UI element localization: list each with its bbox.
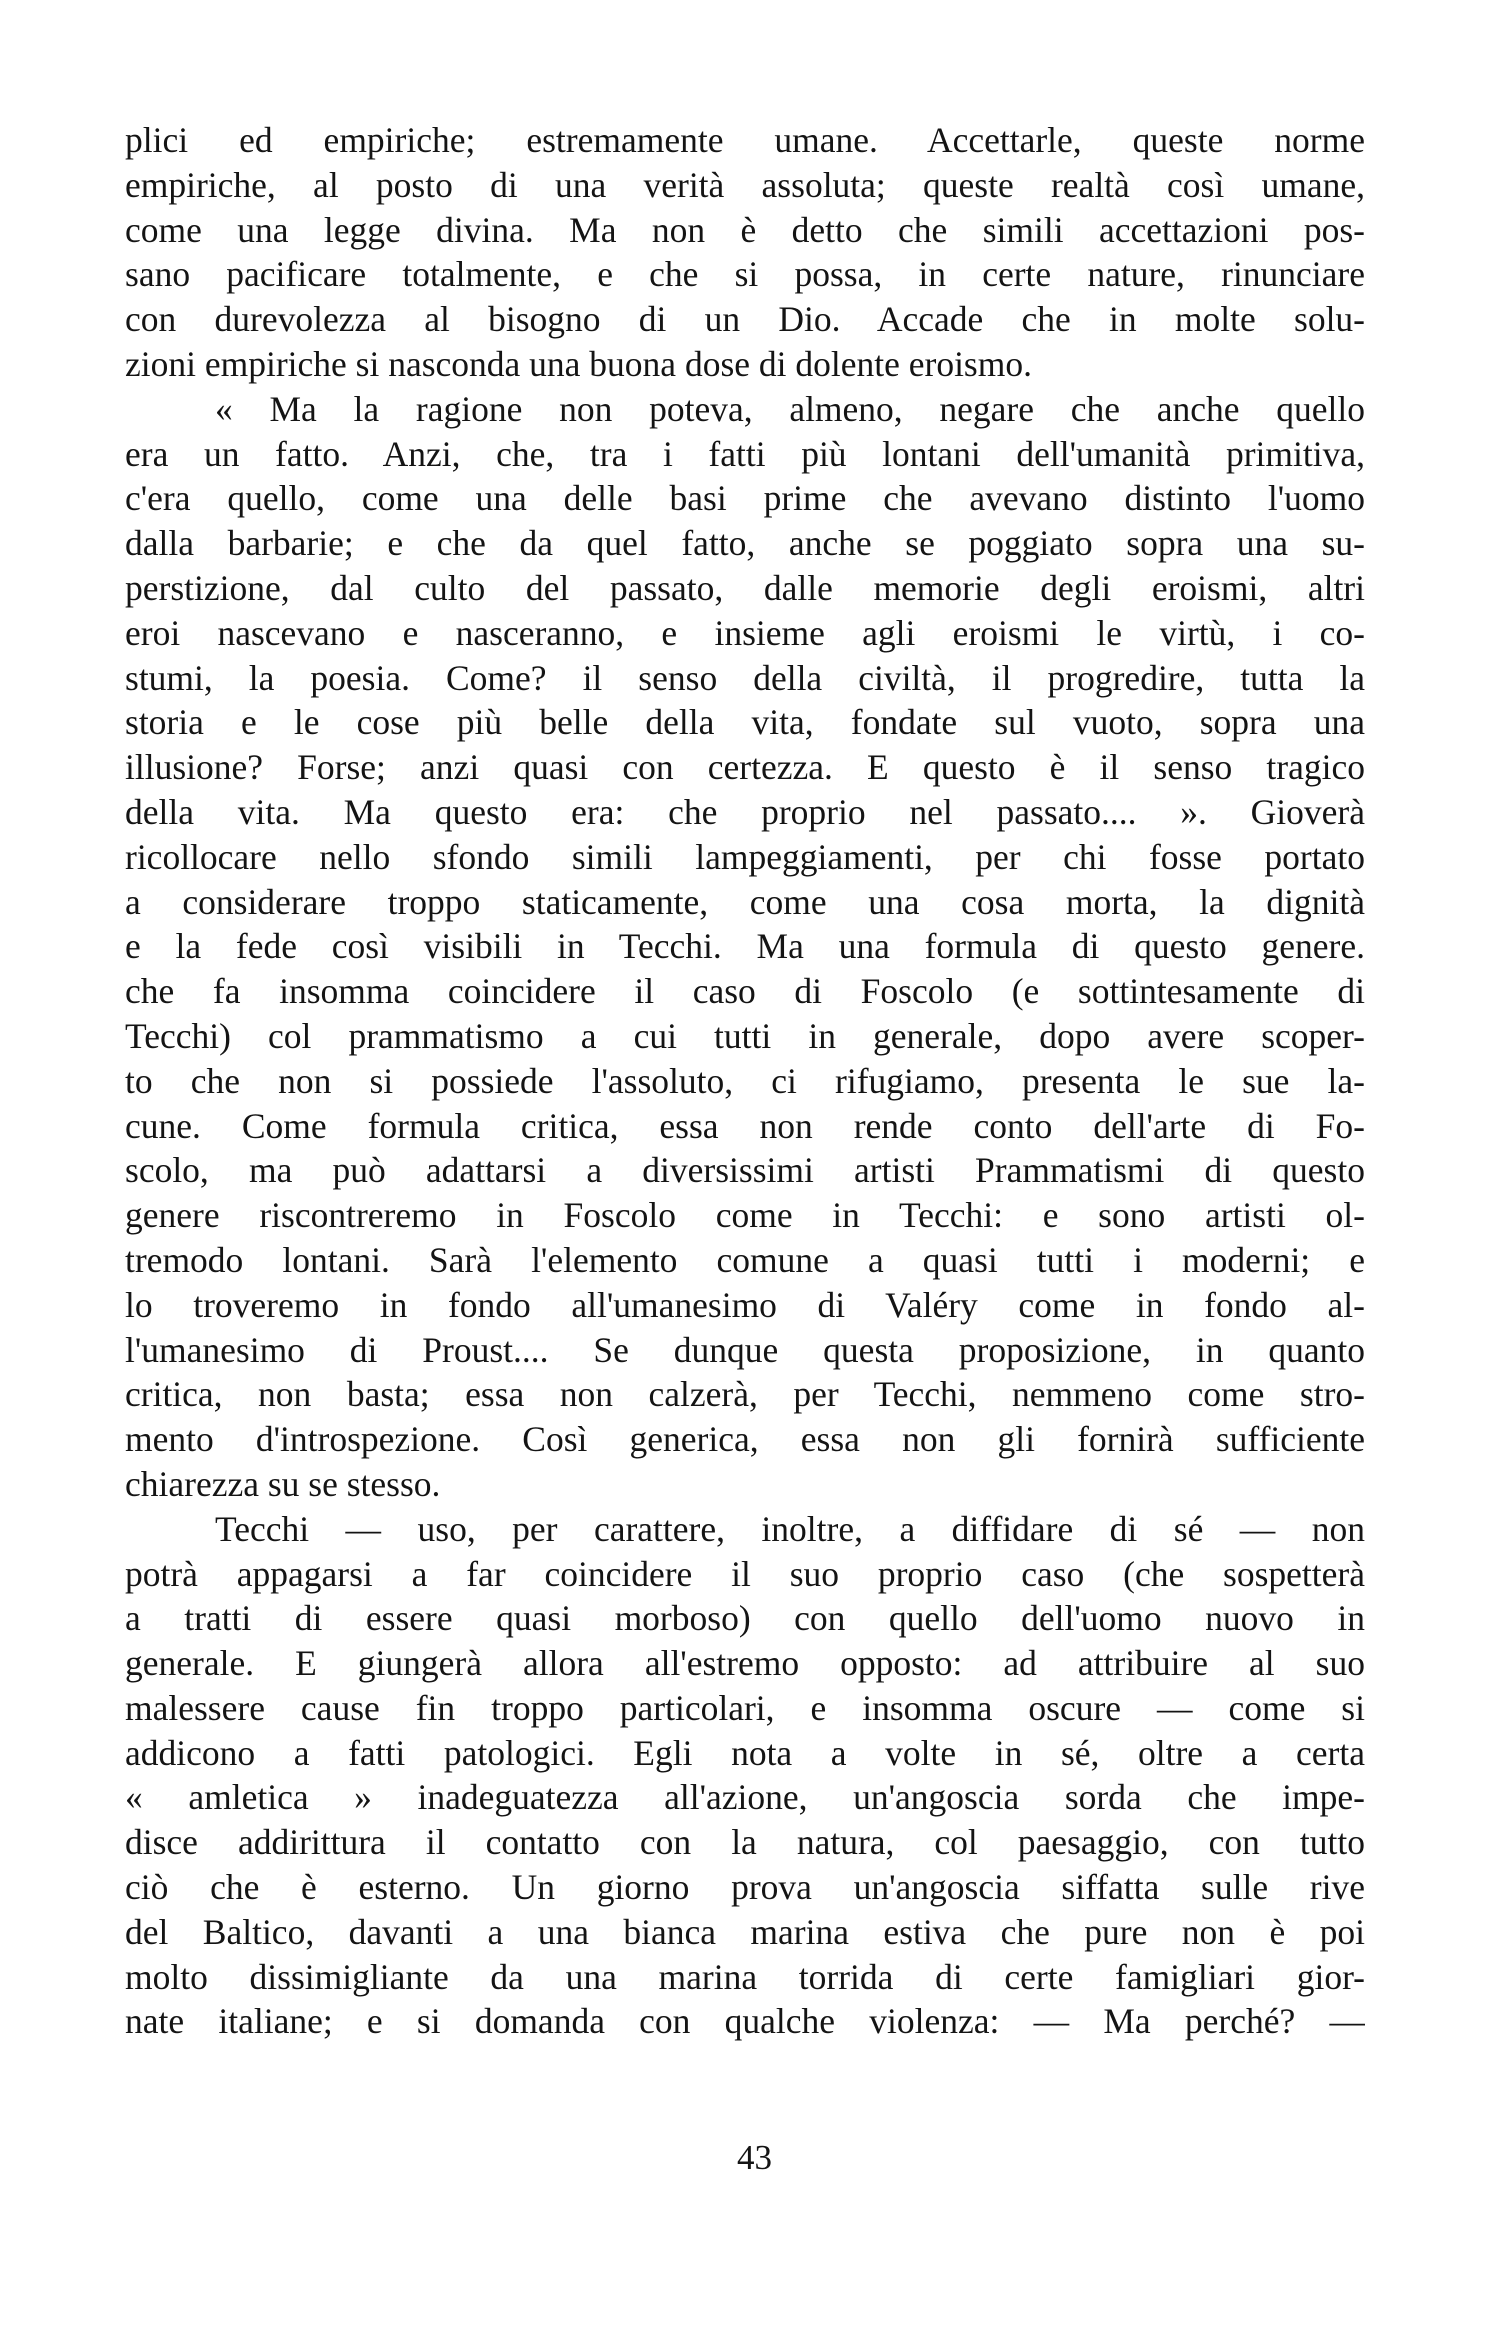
text-line: potrà appagarsi a far coincidere il suo proprio caso (che sospetterà [125, 1553, 1365, 1594]
text-line: e la fede così visibili in Tecchi. Ma una formula di questo genere. [125, 926, 1365, 967]
text-line: to che non si possiede l'assoluto, ci rifugiamo, presenta le sue la- [125, 1060, 1365, 1101]
text-line: lo troveremo in fondo all'umanesimo di Valéry come in fondo al- [125, 1284, 1365, 1325]
text-line: tremodo lontani. Sarà l'elemento comune a quasi tutti i moderni; e [125, 1239, 1365, 1280]
body-text [125, 118, 1365, 2044]
text-line: del Baltico, davanti a una bianca marina estiva che pure non è poi [125, 1911, 1365, 1952]
text-line: l'umanesimo di Proust.... Se dunque questa proposizione, in quanto [125, 1329, 1365, 1370]
text-line: disce addirittura il contatto con la natura, col paesaggio, con tutto [125, 1822, 1365, 1863]
text-line: a considerare troppo staticamente, come una cosa morta, la dignità [125, 881, 1365, 922]
text-line: molto dissimigliante da una marina torrida di certe famigliari gior- [125, 1956, 1365, 1997]
text-line: Tecchi — uso, per carattere, inoltre, a diffidare di sé — non [215, 1508, 1365, 1549]
text-line: chiarezza su se stesso. [125, 1463, 441, 1504]
text-line: plici ed empiriche; estremamente umane. Accettarle, queste norme [125, 120, 1365, 160]
text-line: addicono a fatti patologici. Egli nota a volte in sé, oltre a certa [125, 1732, 1365, 1773]
text-line: scolo, ma può adattarsi a diversissimi artisti Prammatismi di questo [125, 1150, 1365, 1191]
text-line: ciò che è esterno. Un giorno prova un'angoscia siffatta sulle rive [125, 1867, 1365, 1908]
text-line: della vita. Ma questo era: che proprio nel passato.... ». Gioverà [125, 791, 1365, 832]
text-line: ricollocare nello sfondo simili lampeggiamenti, per chi fosse portato [125, 836, 1365, 877]
text-line: perstizione, dal culto del passato, dalle memorie degli eroismi, altri [125, 567, 1365, 608]
text-line: eroi nascevano e nasceranno, e insieme agli eroismi le virtù, i co- [125, 612, 1365, 653]
text-line: dalla barbarie; e che da quel fatto, anche se poggiato sopra una su- [125, 523, 1365, 564]
text-line: Tecchi) col prammatismo a cui tutti in generale, dopo avere scoper- [125, 1015, 1365, 1056]
text-line: genere riscontreremo in Foscolo come in Tecchi: e sono artisti ol- [125, 1195, 1365, 1236]
text-line: malessere cause fin troppo particolari, e insomma oscure — come si [125, 1687, 1365, 1728]
text-line: con durevolezza al bisogno di un Dio. Accade che in molte solu- [125, 299, 1365, 340]
page-number: 43 [737, 2138, 772, 2177]
text-line: a tratti di essere quasi morboso) con quello dell'uomo nuovo in [125, 1598, 1365, 1639]
text-line: che fa insomma coincidere il caso di Foscolo (e sottintesamente di [125, 971, 1365, 1012]
text-line: « Ma la ragione non poteva, almeno, negare che anche quello [215, 388, 1365, 429]
text-line: storia e le cose più belle della vita, fondate sul vuoto, sopra una [125, 702, 1365, 743]
text-line: empiriche, al posto di una verità assoluta; queste realtà così umane, [125, 164, 1365, 205]
text-line: critica, non basta; essa non calzerà, per Tecchi, nemmeno come stro- [125, 1374, 1365, 1415]
text-line: generale. E giungerà allora all'estremo opposto: ad attribuire al suo [125, 1643, 1365, 1684]
text-line: sano pacificare totalmente, e che si possa, in certe nature, rinunciare [125, 254, 1365, 295]
text-line: nate italiane; e si domanda con qualche violenza: — Ma perché? — [125, 2001, 1365, 2042]
text-line: stumi, la poesia. Come? il senso della civiltà, il progredire, tutta la [125, 657, 1365, 698]
text-line: mento d'introspezione. Così generica, essa non gli fornirà sufficiente [125, 1419, 1365, 1460]
text-line: era un fatto. Anzi, che, tra i fatti più lontani dell'umanità primitiva, [125, 433, 1365, 474]
text-line: cune. Come formula critica, essa non rende conto dell'arte di Fo- [125, 1105, 1365, 1146]
text-line: illusione? Forse; anzi quasi con certezza. E questo è il senso tragico [125, 747, 1365, 788]
text-line: come una legge divina. Ma non è detto che simili accettazioni pos- [125, 209, 1365, 250]
text-line: zioni empiriche si nasconda una buona dose di dolente eroismo. [125, 343, 1032, 384]
text-line: « amletica » inadeguatezza all'azione, un'angoscia sorda che impe- [125, 1777, 1365, 1818]
text-line: c'era quello, come una delle basi prime che avevano distinto l'uomo [125, 478, 1365, 519]
